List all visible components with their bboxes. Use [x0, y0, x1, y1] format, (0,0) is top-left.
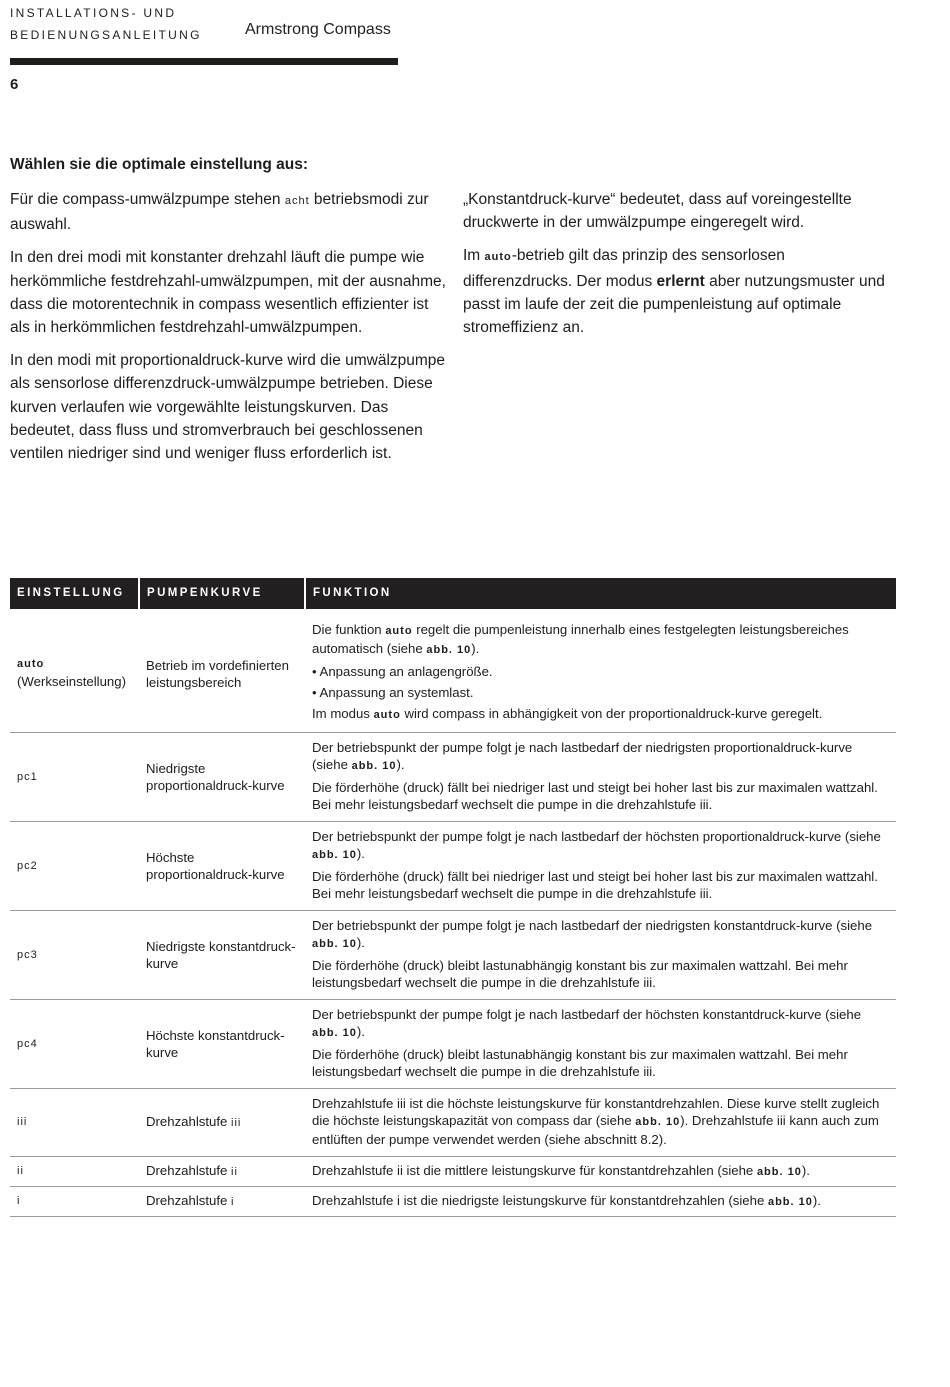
function-cell: Der betriebspunkt der pumpe folgt je nach lastbedarf der höchsten proportionaldruck-kurve (siehe abb. 10). Die förderhöhe (druck) fällt bei niedriger last und steigt bei hoher last bis zur maximalen wattzahl. Bei mehr leistungsbedarf wechselt die pumpe in die drehzahlstufe iii. — [305, 822, 896, 911]
table-row-auto — [10, 615, 896, 733]
table-row-pc3 — [10, 911, 896, 1000]
setting-cell: iii — [10, 1089, 139, 1157]
left-column — [10, 188, 450, 475]
curve-cell: Höchste proportionaldruck-kurve — [139, 822, 305, 911]
table-row-pc2 — [10, 822, 896, 911]
column-header-function: FUNKTION — [305, 578, 896, 609]
setting-cell: pc4 — [10, 1000, 139, 1089]
setting-cell: auto (Werkseinstellung) — [10, 615, 139, 733]
function-cell: Der betriebspunkt der pumpe folgt je nach lastbedarf der höchsten konstantdruck-kurve (siehe abb. 10). Die förderhöhe (druck) bleibt lastunabhängig konstant bis zur maximalen wattzahl. Bei mehr leistungsbedarf wechselt die pumpe in die drehzahlstufe iii. — [305, 1000, 896, 1089]
table-row-ii — [10, 1157, 896, 1187]
curve-cell: Drehzahlstufe iii — [139, 1089, 305, 1157]
column-header-setting: EINSTELLUNG — [10, 578, 139, 609]
paragraph-proportional-pressure: In den modi mit proportionaldruck-kurve wird die umwälzpumpe als sensorlose differenzdruck-umwälzpumpe betrieben. Diese kurven verlaufen wie vorgewählte leistungskurven. Das bedeutet, dass fluss und stromverbrauch bei geschlossenen ventilen niedriger sind und weniger fluss erforderlich ist. — [10, 352, 446, 463]
paragraph-constant-speed: In den drei modi mit konstanter drehzahl läuft die pumpe wie herkömmliche festdrehzahl-umwälzpumpen, mit der ausnahme, dass die motorentechnik in compass wesentlich effizienter ist als in herkömmlichen festdrehzahl-umwälzpumpen. — [10, 249, 446, 337]
function-cell: Drehzahlstufe i ist die niedrigste leistungskurve für konstantdrehzahlen (siehe abb. 10). — [305, 1187, 896, 1217]
document-type — [10, 2, 202, 46]
setting-cell: i — [10, 1187, 139, 1217]
curve-cell: Niedrigste proportionaldruck-kurve — [139, 733, 305, 822]
header-rule — [10, 58, 398, 65]
setting-cell: pc3 — [10, 911, 139, 1000]
table-row-pc1 — [10, 733, 896, 822]
setting-cell: pc2 — [10, 822, 139, 911]
document-type-line-2: BEDIENUNGSANLEITUNG — [10, 28, 202, 42]
table-header-row — [10, 578, 896, 609]
settings-table — [10, 578, 896, 1217]
curve-cell: Niedrigste konstantdruck-kurve — [139, 911, 305, 1000]
curve-cell: Betrieb im vordefinierten leistungsbereich — [139, 615, 305, 733]
function-cell: Drehzahlstufe iii ist die höchste leistungskurve für konstantdrehzahlen. Diese kurve stellt zugleich die höchste leistungskapazität von compass dar (siehe abb. 10). Drehzahlstufe iii kann auch zum entlüften der pumpe verwendet werden (siehe abschnitt 8.2). — [305, 1089, 896, 1157]
setting-cell: pc1 — [10, 733, 139, 822]
curve-cell: Drehzahlstufe i — [139, 1187, 305, 1217]
right-column — [463, 188, 893, 349]
page-number: 6 — [10, 76, 19, 93]
function-cell: Der betriebspunkt der pumpe folgt je nach lastbedarf der niedrigsten proportionaldruck-kurve (siehe abb. 10). Die förderhöhe (druck) fällt bei niedriger last und steigt bei hoher last bis zur maximalen wattzahl. Bei mehr leistungsbedarf wechselt die pumpe in die drehzahlstufe iii. — [305, 733, 896, 822]
setting-cell: ii — [10, 1157, 139, 1187]
section-heading: Wählen sie die optimale einstellung aus: — [10, 156, 309, 173]
function-cell: Die funktion auto regelt die pumpenleistung innerhalb eines festgelegten leistungsbereiches automatisch (siehe abb. 10). • Anpassung an anlagengröße. • Anpassung an systemlast. Im modus auto wird compass in abhängigkeit von der proportionaldruck-kurve geregelt. — [305, 615, 896, 733]
product-name: Armstrong Compass — [245, 21, 391, 38]
paragraph-constant-pressure: „Konstantdruck-kurve“ bedeutet, dass auf voreingestellte druckwerte in der umwälzpumpe eingeregelt wird. — [463, 191, 852, 232]
table-row-iii — [10, 1089, 896, 1157]
document-type-line-1: INSTALLATIONS- UND — [10, 6, 177, 20]
table-row-i — [10, 1187, 896, 1217]
paragraph-auto-mode: Im auto-betrieb gilt das prinzip des sensorlosen differenzdrucks. Der modus erlernt aber nutzungsmuster und passt im laufe der zeit die pumpenleistung auf optimale stromeffizienz an. — [463, 247, 885, 337]
curve-cell: Höchste konstantdruck-kurve — [139, 1000, 305, 1089]
paragraph-modes-count: Für die compass-umwälzpumpe stehen acht betriebsmodi zur auswahl. — [10, 191, 429, 234]
function-cell: Drehzahlstufe ii ist die mittlere leistungskurve für konstantdrehzahlen (siehe abb. 10). — [305, 1157, 896, 1187]
function-cell: Der betriebspunkt der pumpe folgt je nach lastbedarf der niedrigsten konstantdruck-kurve (siehe abb. 10). Die förderhöhe (druck) bleibt lastunabhängig konstant bis zur maximalen wattzahl. Bei mehr leistungsbedarf wechselt die pumpe in die drehzahlstufe iii. — [305, 911, 896, 1000]
table-row-pc4 — [10, 1000, 896, 1089]
column-header-curve: PUMPENKURVE — [139, 578, 305, 609]
curve-cell: Drehzahlstufe ii — [139, 1157, 305, 1187]
